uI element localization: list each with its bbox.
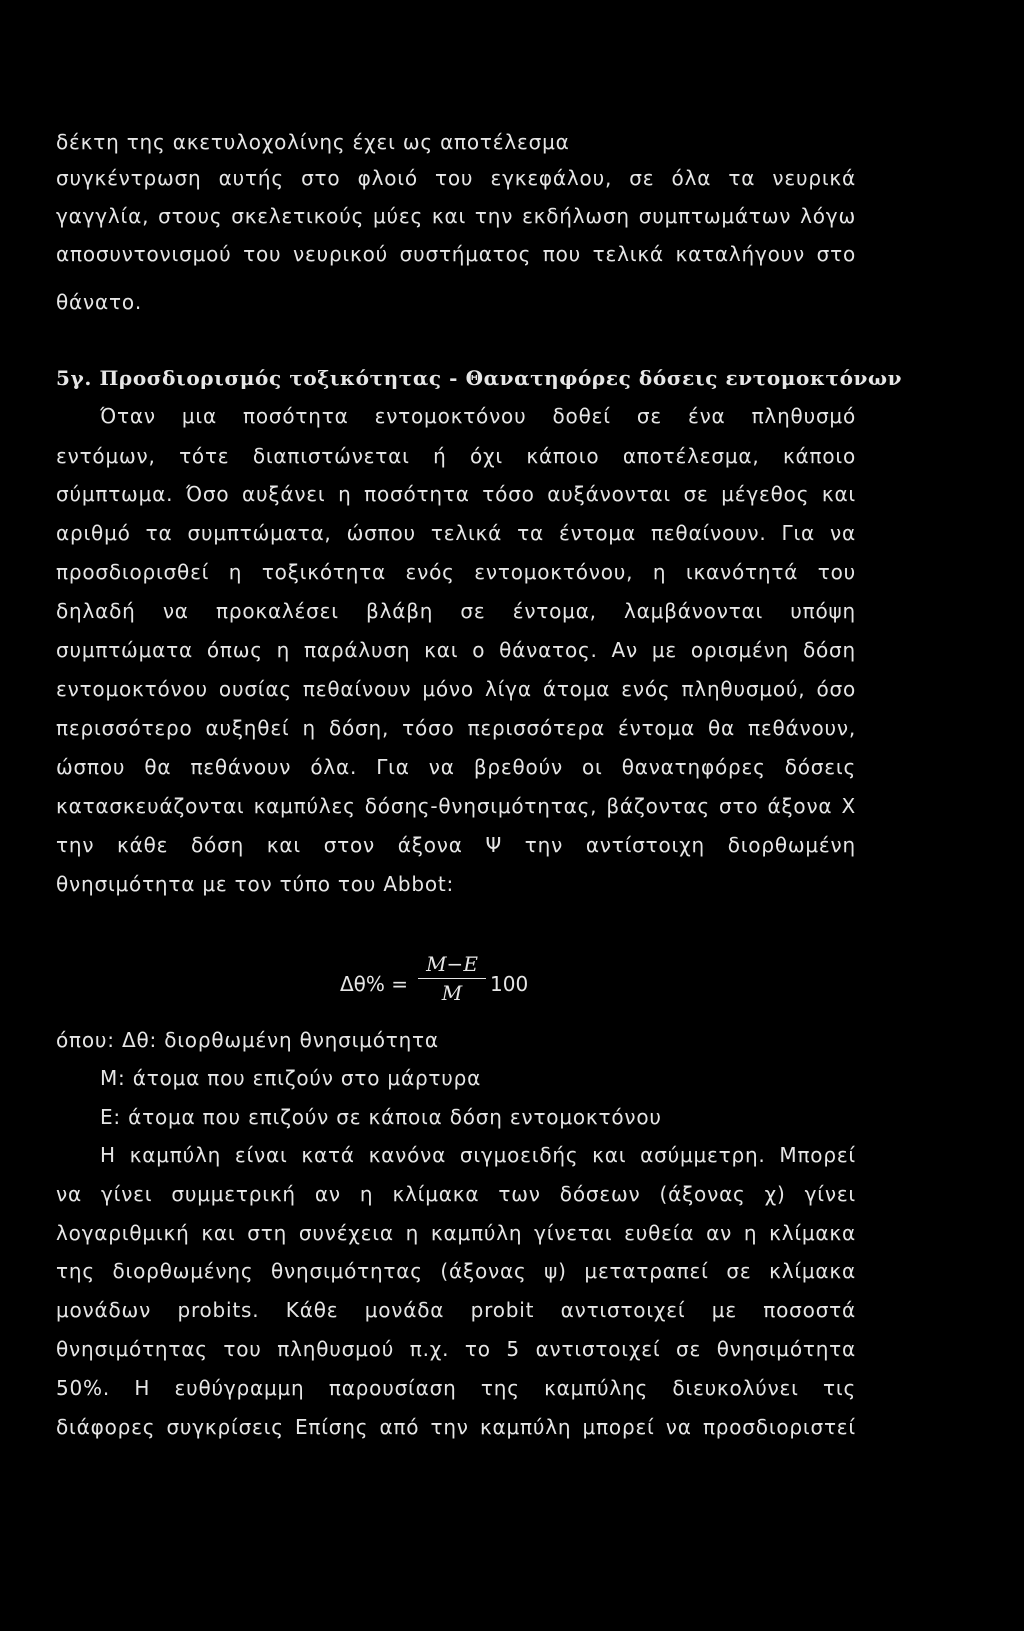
paragraph-line: θάνατο. — [56, 290, 143, 314]
paragraph-line: αποσυντονισμού του νευρικού συστήματος που τελικά καταλήγουν στο — [56, 242, 856, 266]
paragraph-line: 50%. Η ευθύγραμμη παρουσίαση της καμπύλης διευκολύνει τις — [56, 1376, 856, 1400]
formula-lhs: Δθ% = — [340, 972, 409, 996]
paragraph-line: κατασκευάζονται καμπύλες δόσης-θνησιμότητας, βάζοντας στο άξονα Χ — [56, 794, 856, 818]
paragraph-line: συμπτώματα όπως η παράλυση και ο θάνατος. Αν με ορισμένη δόση — [56, 638, 856, 662]
paragraph-line: ώσπου θα πεθάνουν όλα. Για να βρεθούν οι θανατηφόρες δόσεις — [56, 755, 856, 779]
paragraph-line: εντομοκτόνου ουσίας πεθαίνουν μόνο λίγα άτομα ενός πληθυσμού, όσο — [56, 677, 856, 701]
formula-fraction — [412, 952, 492, 1005]
paragraph-line: θνησιμότητας του πληθυσμού π.χ. το 5 αντιστοιχεί σε θνησιμότητα — [56, 1337, 856, 1361]
definition-line: Μ: άτομα που επιζούν στο μάρτυρα — [100, 1066, 482, 1090]
paragraph-line: θνησιμότητα με τον τύπο του Abbot: — [56, 872, 455, 896]
paragraph-line: Η καμπύλη είναι κατά κανόνα σιγμοειδής και ασύμμετρη. Μπορεί — [100, 1143, 856, 1167]
paragraph-line: να γίνει συμμετρική αν η κλίμακα των δόσεων (άξονας χ) γίνει — [56, 1182, 856, 1206]
formula-denominator: M — [441, 981, 463, 1005]
paragraph-line: μονάδων probits. Κάθε μονάδα probit αντιστοιχεί με ποσοστά — [56, 1298, 856, 1322]
paragraph-line: προσδιορισθεί η τοξικότητα ενός εντομοκτόνου, η ικανότητά του — [56, 560, 856, 584]
paragraph-line: περισσότερο αυξηθεί η δόση, τόσο περισσότερα έντομα θα πεθάνουν, — [56, 716, 856, 740]
paragraph-line: της διορθωμένης θνησιμότητας (άξονας ψ) μετατραπεί σε κλίμακα — [56, 1259, 856, 1283]
paragraph-line: δηλαδή να προκαλέσει βλάβη σε έντομα, λαμβάνονται υπόψη — [56, 599, 856, 623]
definition-line: Ε: άτομα που επιζούν σε κάποια δόση εντομοκτόνου — [100, 1105, 662, 1129]
fraction-bar — [418, 978, 486, 979]
paragraph-line: δέκτη της ακετυλοχολίνης έχει ως αποτέλεσμα — [56, 130, 570, 154]
paragraph-line: λογαριθμική και στη συνέχεια η καμπύλη γίνεται ευθεία αν η κλίμακα — [56, 1221, 856, 1245]
paragraph-line: συγκέντρωση αυτής στο φλοιό του εγκεφάλου, σε όλα τα νευρικά — [56, 166, 856, 190]
paragraph-line: διάφορες συγκρίσεις Επίσης από την καμπύλη μπορεί να προσδιοριστεί — [56, 1415, 856, 1439]
paragraph-line: αριθμό τα συμπτώματα, ώσπου τελικά τα έντομα πεθαίνουν. Για να — [56, 521, 856, 545]
formula-numerator: M−E — [426, 952, 478, 976]
paragraph-line: Όταν μια ποσότητα εντομοκτόνου δοθεί σε ένα πληθυσμό — [100, 404, 856, 428]
section-heading: 5γ. Προσδιορισμός τοξικότητας - Θανατηφόρες δόσεις εντομοκτόνων — [56, 366, 903, 390]
paragraph-line: την κάθε δόση και στον άξονα Ψ την αντίστοιχη διορθωμένη — [56, 833, 856, 857]
paragraph-line: εντόμων, τότε διαπιστώνεται ή όχι κάποιο αποτέλεσμα, κάποιο — [56, 444, 856, 468]
definition-line: όπου: Δθ: διορθωμένη θνησιμότητα — [56, 1028, 439, 1052]
abbot-formula — [340, 952, 540, 1012]
paragraph-line: σύμπτωμα. Όσο αυξάνει η ποσότητα τόσο αυξάνονται σε μέγεθος και — [56, 482, 856, 506]
paragraph-line: γαγγλία, στους σκελετικούς μύες και την εκδήλωση συμπτωμάτων λόγω — [56, 204, 856, 228]
formula-multiplier: 100 — [490, 972, 529, 996]
